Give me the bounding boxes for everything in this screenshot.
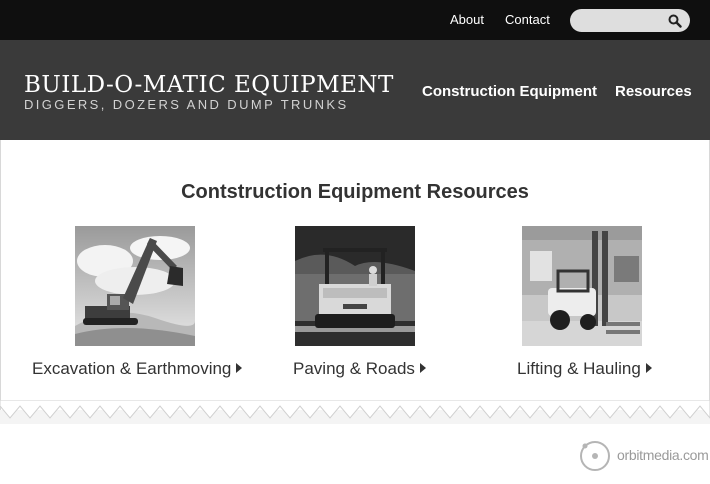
topnav-contact-link[interactable]: Contact (505, 12, 550, 27)
orbit-logo-icon (579, 440, 611, 472)
nav-construction-equipment[interactable]: Construction Equipment (422, 83, 597, 100)
section-title: Contstruction Equipment Resources (181, 181, 529, 203)
zigzag-divider (0, 400, 710, 424)
card-link-lifting[interactable]: Lifting & Hauling (517, 359, 652, 379)
road-roller-photo[interactable] (295, 226, 415, 346)
caret-right-icon (646, 363, 652, 373)
topnav-about-link[interactable]: About (450, 12, 484, 27)
site-title[interactable]: BUILD-O-MATIC EQUIPMENT (24, 72, 394, 98)
forklift-photo[interactable] (522, 226, 642, 346)
card-link-paving[interactable]: Paving & Roads (293, 359, 426, 379)
footer-watermark: orbitmedia.com (617, 447, 709, 463)
search-icon[interactable] (668, 14, 682, 28)
caret-right-icon (420, 363, 426, 373)
caret-right-icon (236, 363, 242, 373)
site-tagline: DIGGERS, DOZERS AND DUMP TRUNKS (24, 97, 349, 112)
excavator-photo[interactable] (75, 226, 195, 346)
card-link-excavation[interactable]: Excavation & Earthmoving (32, 359, 242, 379)
nav-resources[interactable]: Resources (615, 83, 692, 100)
search-input[interactable] (570, 9, 690, 32)
